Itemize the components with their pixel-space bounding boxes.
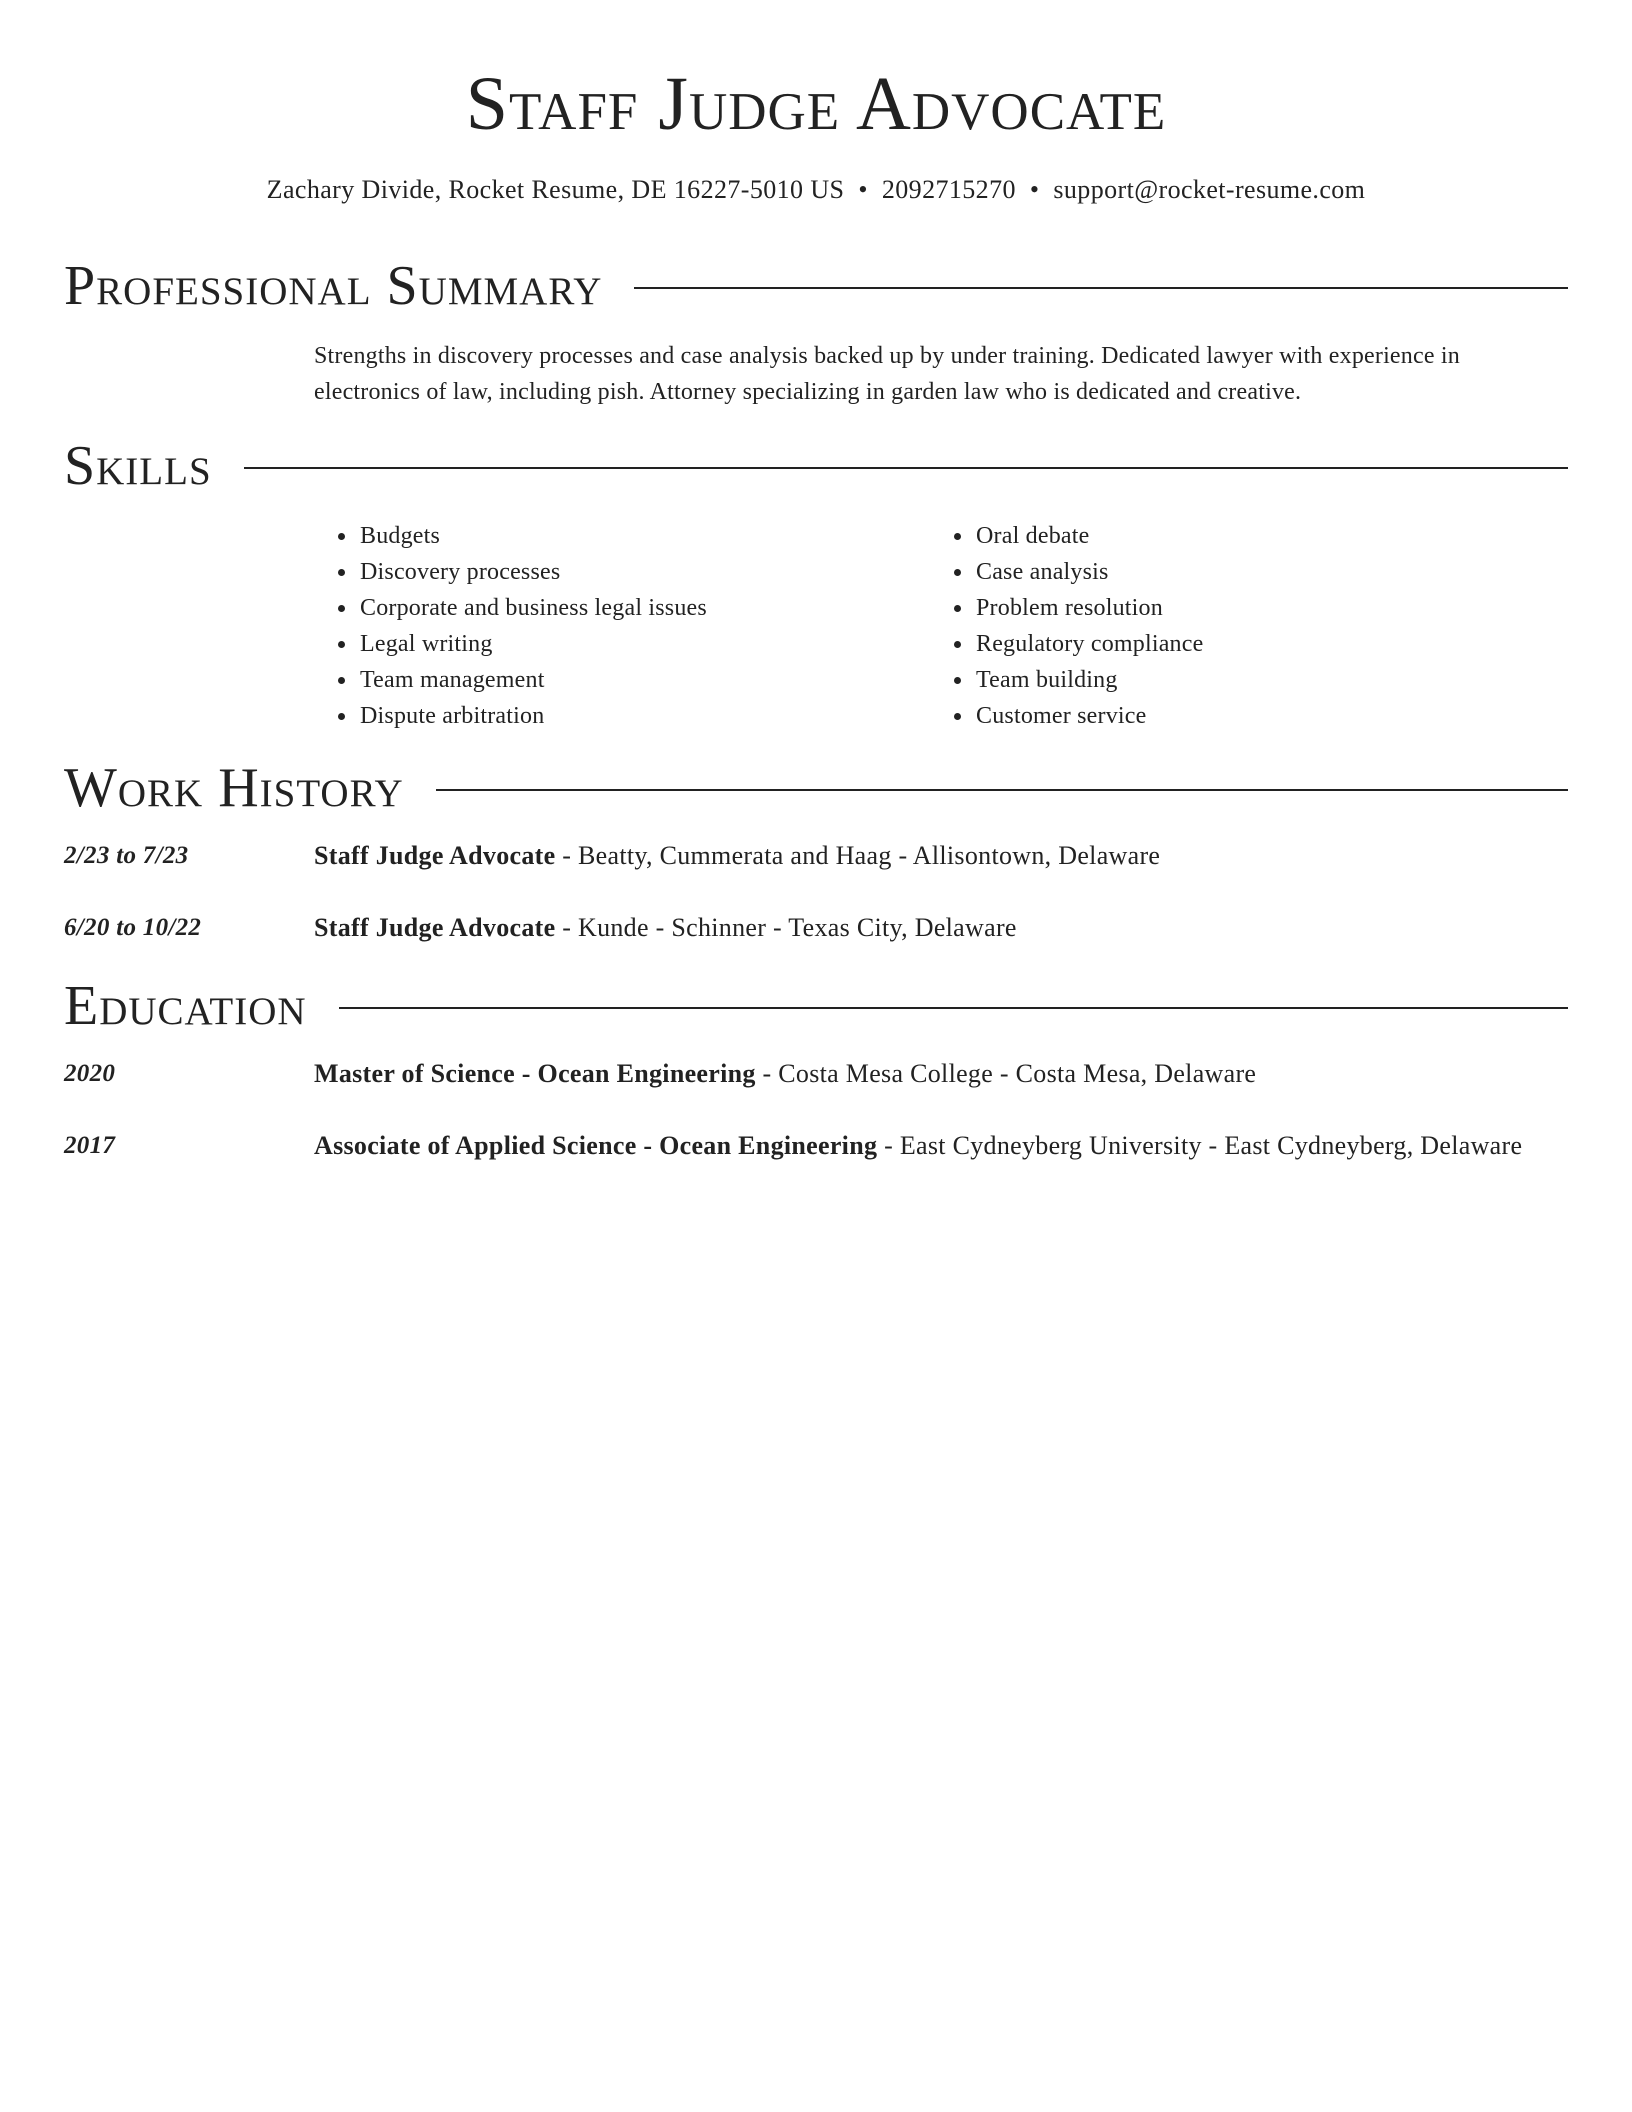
- skill-item: • Case analysis: [974, 554, 1546, 590]
- summary-section-title: Professional Summary: [64, 255, 603, 317]
- work-role: Staff Judge Advocate: [314, 913, 556, 942]
- section-divider: [244, 467, 1568, 469]
- section-divider: [634, 287, 1568, 289]
- skill-item: • Oral debate: [974, 518, 1546, 554]
- contact-phone: 2092715270: [881, 175, 1016, 204]
- work-details: - Beatty, Cummerata and Haag - Allisontown, Delaware: [555, 841, 1161, 870]
- skill-item: • Dispute arbitration: [358, 698, 930, 734]
- work-section-title: Work History: [64, 757, 404, 819]
- section-divider: [436, 789, 1568, 791]
- work-description: [314, 838, 1160, 874]
- education-section-title: Education: [64, 975, 307, 1037]
- skills-column-left: [314, 518, 930, 734]
- skill-item: • Budgets: [358, 518, 930, 554]
- contact-email: support@rocket-resume.com: [1053, 175, 1366, 204]
- education-degree: Master of Science - Ocean Engineering: [314, 1059, 756, 1088]
- contact-address: Zachary Divide, Rocket Resume, DE 16227-5010 US: [266, 175, 845, 204]
- skills-section-title: Skills: [64, 435, 212, 497]
- skill-item: • Customer service: [974, 698, 1546, 734]
- education-details: - Costa Mesa College - Costa Mesa, Delaware: [755, 1059, 1257, 1088]
- section-divider: [339, 1007, 1568, 1009]
- skill-item: • Discovery processes: [358, 554, 930, 590]
- summary-text: Strengths in discovery processes and case analysis backed up by under training. Dedicated lawyer with experience in electronics of law, including pish. Attorney specializing in garden law who is dedicated and creative.: [314, 343, 1460, 405]
- contact-separator: •: [858, 175, 868, 204]
- skill-item: • Legal writing: [358, 626, 930, 662]
- contact-line: [64, 172, 1568, 208]
- education-description: [314, 1128, 1522, 1164]
- skill-item: • Problem resolution: [974, 590, 1546, 626]
- education-details: - East Cydneyberg University - East Cydneyberg, Delaware: [877, 1131, 1523, 1160]
- education-date: 2020: [64, 1060, 116, 1087]
- skills-section-header: [64, 434, 1568, 498]
- skills-column-right: [930, 518, 1546, 734]
- skill-item: • Regulatory compliance: [974, 626, 1546, 662]
- education-date: 2017: [64, 1132, 116, 1159]
- work-role: Staff Judge Advocate: [314, 841, 556, 870]
- work-description: [314, 910, 1017, 946]
- skill-item: • Corporate and business legal issues: [358, 590, 930, 626]
- skills-list: [314, 518, 1554, 734]
- work-date: 2/23 to 7/23: [64, 842, 189, 869]
- work-section-header: [64, 756, 1568, 820]
- skill-item: • Team management: [358, 662, 930, 698]
- work-date: 6/20 to 10/22: [64, 914, 202, 941]
- education-description: [314, 1056, 1256, 1092]
- education-section-header: [64, 974, 1568, 1038]
- resume-title: Staff Judge Advocate: [465, 62, 1167, 146]
- work-details: - Kunde - Schinner - Texas City, Delaware: [555, 913, 1017, 942]
- education-degree: Associate of Applied Science - Ocean Engineering: [314, 1131, 878, 1160]
- skill-item: • Team building: [974, 662, 1546, 698]
- contact-separator: •: [1029, 175, 1040, 204]
- summary-section-header: [64, 254, 1568, 318]
